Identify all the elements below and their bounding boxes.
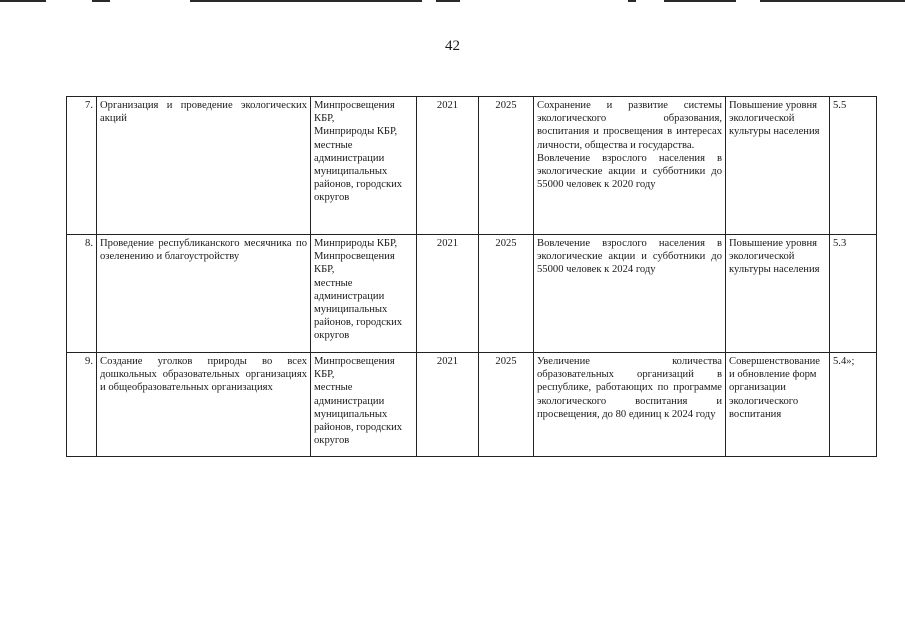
result-paragraph: Вовлечение взрослого населения в экологические акции и субботники до 55000 человек к 2020 году <box>537 152 722 191</box>
executors-cell <box>311 235 417 353</box>
executor-line: местные администрации муниципальных районов, городских округов <box>314 277 403 342</box>
executors-cell <box>311 353 417 457</box>
table-row <box>67 97 877 235</box>
executor-line: Минпросвещения КБР, <box>314 100 395 125</box>
row-number: 9. <box>67 353 97 457</box>
table-row <box>67 235 877 353</box>
start-year-cell: 2021 <box>417 353 479 457</box>
activity-cell: Проведение республиканского месячника по озеленению и благоустройству <box>97 235 311 353</box>
activity-cell: Создание уголков природы во всех дошкольных образовательных организациях и общеобразовательных организациях <box>97 353 311 457</box>
row-number: 8. <box>67 235 97 353</box>
scan-artifact-line <box>628 0 636 2</box>
activities-table <box>66 96 877 457</box>
executor-line: Минпросвещения КБР, <box>314 251 395 276</box>
scan-artifact-line <box>190 0 422 2</box>
page-number: 42 <box>445 38 460 54</box>
scan-artifact-line <box>436 0 460 2</box>
result-paragraph: Вовлечение взрослого населения в экологические акции и субботники до 55000 человек к 2024 году <box>537 238 722 276</box>
reference-cell: 5.3 <box>830 235 877 353</box>
executor-line: местные администрации муниципальных районов, городских округов <box>314 139 403 204</box>
effect-cell: Повышение уровня экологической культуры населения <box>726 97 830 235</box>
table-row <box>67 353 877 457</box>
start-year-cell: 2021 <box>417 97 479 235</box>
executor-line: Минприроды КБР, <box>314 238 398 249</box>
scan-artifact-line <box>664 0 736 2</box>
effect-cell: Совершенствование и обновление форм организации экологического воспитания <box>726 353 830 457</box>
effect-cell: Повышение уровня экологической культуры населения <box>726 235 830 353</box>
row-number: 7. <box>67 97 97 235</box>
result-cell <box>534 235 726 353</box>
start-year-cell: 2021 <box>417 235 479 353</box>
executors-cell <box>311 97 417 235</box>
end-year-cell: 2025 <box>479 235 534 353</box>
scan-artifact-line <box>0 0 46 2</box>
end-year-cell: 2025 <box>479 353 534 457</box>
executor-line: местные администрации муниципальных районов, городских округов <box>314 382 403 447</box>
end-year-cell: 2025 <box>479 97 534 235</box>
executor-line: Минприроды КБР, <box>314 126 398 138</box>
scan-artifact-line <box>760 0 905 2</box>
result-paragraph: Увеличение количества образовательных организаций в республике, работающих по программе экологического воспитания и просвещения, до 80 единиц к 2024 году <box>537 356 722 420</box>
reference-cell: 5.5 <box>830 97 877 235</box>
reference-cell: 5.4»; <box>830 353 877 457</box>
result-cell <box>534 97 726 235</box>
activity-cell: Организация и проведение экологических акций <box>97 97 311 235</box>
result-cell <box>534 353 726 457</box>
result-paragraph: Сохранение и развитие системы экологического образования, воспитания и просвещения в интересах личности, общества и государства. <box>537 100 722 151</box>
executor-line: Минпросвещения КБР, <box>314 356 395 381</box>
scan-artifact-line <box>92 0 110 2</box>
